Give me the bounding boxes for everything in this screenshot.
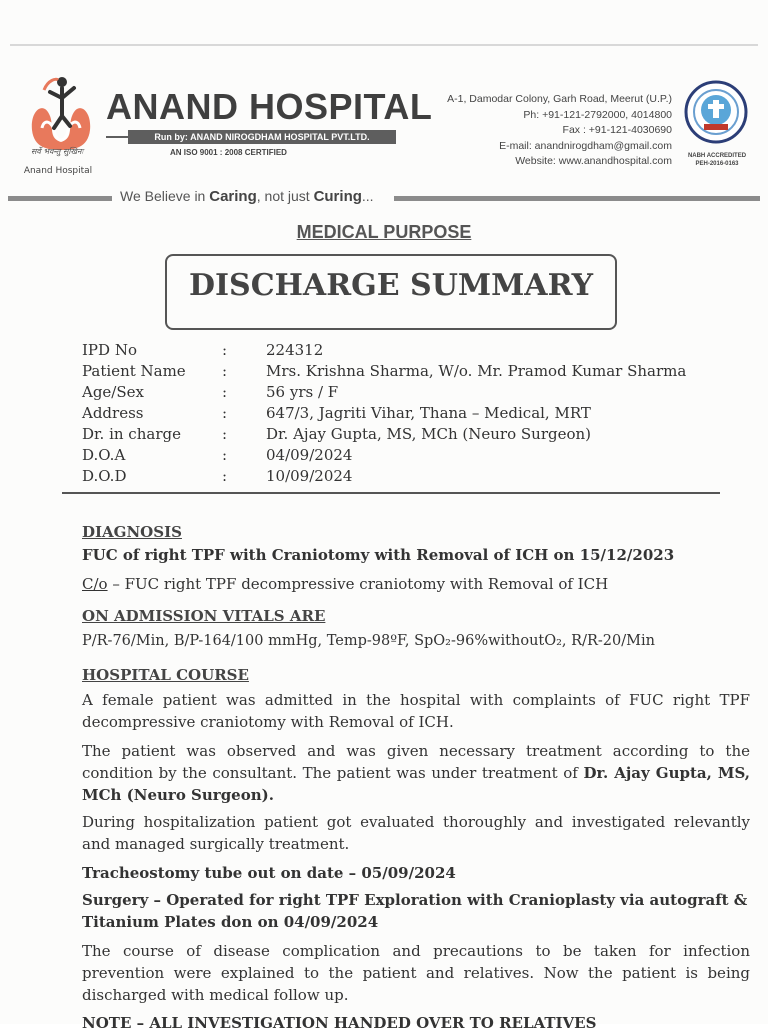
contact-block xyxy=(447,92,672,170)
complaint-line xyxy=(82,573,750,595)
info-value: 56 yrs / F xyxy=(266,383,339,401)
vitals-text: P/R-76/Min, B/P-164/100 mmHg, Temp-98ºF, SpO₂-96%withoutO₂, R/R-20/Min xyxy=(82,633,655,649)
course-doctor: Dr. Ajay Gupta, MS, MCh (Neuro Surgeon). xyxy=(82,764,751,804)
complaint-label: C/o xyxy=(82,575,108,593)
complaint-text: – FUC right TPF decompressive craniotomy with Removal of ICH xyxy=(107,575,609,593)
fax-line: Fax : +91-121-4030690 xyxy=(562,124,672,136)
info-colon: : xyxy=(222,404,228,422)
tagline-curing: Curing xyxy=(313,188,362,205)
tagline-bar-left xyxy=(8,196,112,201)
info-value: 10/09/2024 xyxy=(266,467,353,485)
info-value: Mrs. Krishna Sharma, W/o. Mr. Pramod Kumar Sharma xyxy=(266,362,687,380)
logo-caption: Anand Hospital xyxy=(23,166,93,176)
phone-line: Ph: +91-121-2792000, 4014800 xyxy=(523,108,672,121)
info-colon: : xyxy=(222,425,228,443)
hospital-name: ANAND HOSPITAL xyxy=(106,86,433,127)
tracheostomy-line: Tracheostomy tube out on date – 05/09/2024 xyxy=(82,864,456,882)
top-divider xyxy=(10,44,758,46)
info-label: D.O.D xyxy=(82,467,127,485)
logo-caption-hindi: सर्वे भवन्तु सुखिनः xyxy=(30,147,84,156)
nabh-caption xyxy=(676,152,758,168)
section-divider xyxy=(62,492,720,494)
hospital-logo-icon xyxy=(22,70,100,180)
info-colon: : xyxy=(222,446,228,464)
info-label: Address xyxy=(82,404,144,422)
tagline xyxy=(120,188,374,205)
info-label: D.O.A xyxy=(82,446,126,464)
diagnosis-text: FUC of right TPF with Craniotomy with Removal of ICH on 15/12/2023 xyxy=(82,546,675,564)
info-colon: : xyxy=(222,467,228,485)
course-paragraph-4: The course of disease complication and precautions to be taken for infection prevention were explained to the patient and relatives. Now the patient is being discharged with medical follow up. xyxy=(82,942,750,1004)
info-colon: : xyxy=(222,362,228,380)
info-colon: : xyxy=(222,341,228,359)
document-purpose xyxy=(0,222,768,243)
info-value: 224312 xyxy=(266,341,324,359)
info-colon: : xyxy=(222,383,228,401)
runby-accent xyxy=(106,136,128,138)
info-label: Dr. in charge xyxy=(82,425,181,443)
info-value: 647/3, Jagriti Vihar, Thana – Medical, MRT xyxy=(266,404,591,422)
course-paragraph-2-text: The patient was observed and was given necessary treatment according to the condition by the consultant. The patient was under treatment of xyxy=(82,742,750,782)
note-line: NOTE – ALL INVESTIGATION HANDED OVER TO RELATIVES xyxy=(82,1014,597,1032)
run-by-banner: Run by: ANAND NIROGDHAM HOSPITAL PVT.LTD. xyxy=(128,130,396,144)
tagline-bar-right xyxy=(394,196,760,201)
iso-certification: AN ISO 9001 : 2008 CERTIFIED xyxy=(170,148,287,157)
tagline-post: ... xyxy=(361,188,374,204)
info-value: 04/09/2024 xyxy=(266,446,353,464)
course-paragraph-2 xyxy=(82,740,750,806)
tagline-mid: , not just xyxy=(256,188,314,204)
course-paragraph-3: During hospitalization patient got evaluated thoroughly and investigated relevantly and managed surgically treatment. xyxy=(82,813,750,853)
vitals-heading: ON ADMISSION VITALS ARE xyxy=(82,607,326,625)
info-value: Dr. Ajay Gupta, MS, MCh (Neuro Surgeon) xyxy=(266,425,592,443)
info-label: Patient Name xyxy=(82,362,186,380)
purpose-text: MEDICAL PURPOSE xyxy=(296,222,472,242)
info-label: Age/Sex xyxy=(82,383,144,401)
address-line: A-1, Damodar Colony, Garh Road, Meerut (U.P.) xyxy=(447,93,672,105)
email-line: E-mail: anandnirogdham@gmail.com xyxy=(499,139,672,152)
surgery-line: Surgery – Operated for right TPF Exploration with Cranioplasty via autograft & Titanium Plates don on 04/09/2024 xyxy=(82,891,748,931)
hospital-course-heading: HOSPITAL COURSE xyxy=(82,666,249,684)
tagline-caring: Caring xyxy=(209,188,257,205)
info-label: IPD No xyxy=(82,341,137,359)
nabh-caption-line-1: NABH ACCREDITED xyxy=(687,153,747,159)
document-title: DISCHARGE SUMMARY xyxy=(188,268,594,303)
website-line: Website: www.anandhospital.com xyxy=(515,155,672,167)
nabh-seal-icon xyxy=(684,80,748,144)
tagline-pre: We Believe in xyxy=(120,188,210,204)
nabh-caption-line-2: PEH-2016-0163 xyxy=(695,161,739,167)
diagnosis-heading: DIAGNOSIS xyxy=(82,523,182,541)
course-paragraph-1: A female patient was admitted in the hospital with complaints of FUC right TPF decompressive craniotomy with Removal of ICH. xyxy=(82,691,750,731)
